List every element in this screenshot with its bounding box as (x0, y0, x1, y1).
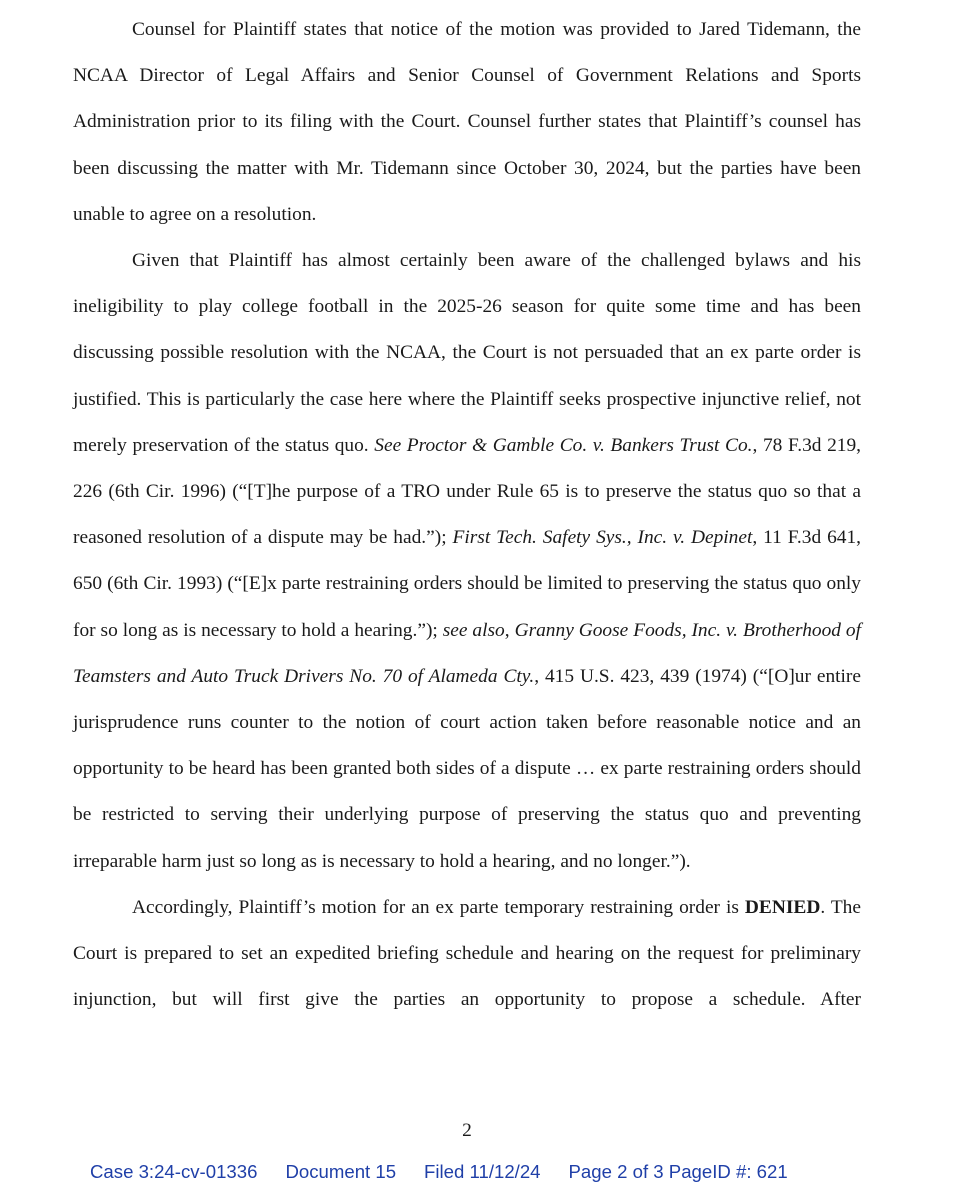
paragraph (73, 885, 861, 1024)
document-body (73, 7, 861, 1023)
text-run: . The Court is prepared to set an expedited briefing schedule and hearing on the request for preliminary injunction, but will first give the parties an opportunity to propose a schedule. After (73, 896, 861, 1011)
text-run: , 78 F.3d 219, 226 (6th Cir. 1996) (“[T]he purpose of a TRO under Rule 65 is to preserve the status quo so that a reasoned resolution of a dispute may be had.”); (73, 434, 861, 549)
text-run: Counsel for Plaintiff states that notice of the motion was provided to Jared Tidemann, the NCAA Director of Legal Affairs and Senior Counsel of Government Relations and Sports Administration prior to its filing with the Court. Counsel further states that Plaintiff’s counsel has been discussing the matter with Mr. Tidemann since October 30, 2024, but the parties have been unable to agree on a resolution. (73, 19, 861, 225)
case-citation: First Tech. Safety Sys., Inc. v. Depinet (452, 527, 753, 549)
footer-filed-date: Filed 11/12/24 (424, 1161, 541, 1182)
text-run: , (504, 619, 515, 641)
paragraph (73, 238, 861, 885)
page-number: 2 (462, 1120, 472, 1141)
text-run: , 11 F.3d 641, 650 (6th Cir. 1993) (“[E]x parte restraining orders should be limited to preserving the status quo only for so long as is necessary to hold a hearing.”); (73, 527, 862, 641)
footer-case-number: Case 3:24-cv-01336 (90, 1161, 258, 1182)
footer-page-info: Page 2 of 3 PageID #: 621 (568, 1161, 788, 1182)
case-citation: Granny Goose Foods, Inc. v. Brotherhood of Teamsters and Auto Truck Drivers No. 70 of Alameda Cty. (73, 619, 862, 687)
text-run: Accordingly, Plaintiff’s motion for an ex parte temporary restraining order is (132, 896, 745, 918)
emphasized-ruling: DENIED (744, 896, 821, 918)
paragraph (73, 7, 861, 238)
case-citation: see also (442, 619, 505, 641)
text-run: Given that Plaintiff has almost certainly been aware of the challenged bylaws and his ineligibility to play college football in the 2025-26 season for quite some time and has been discussing possible resolution with the NCAA, the Court is not persuaded that an ex parte order is justified. This is particularly the case here where the Plaintiff seeks prospective injunctive relief, not merely preservation of the status quo. (73, 250, 861, 456)
footer-document-number: Document 15 (285, 1161, 397, 1182)
case-citation: See Proctor & Gamble Co. v. Bankers Trust Co. (374, 434, 753, 456)
ecf-footer (90, 1161, 850, 1183)
text-run: , 415 U.S. 423, 439 (1974) (“[O]ur entire jurisprudence runs counter to the notion of court action taken before reasonable notice and an opportunity to be heard has been granted both sides of a dispute … ex parte restraining orders should be restricted to serving their underlying purpose of preserving the status quo and preventing irreparable harm just so long as is necessary to hold a hearing, and no longer.”). (73, 665, 861, 872)
